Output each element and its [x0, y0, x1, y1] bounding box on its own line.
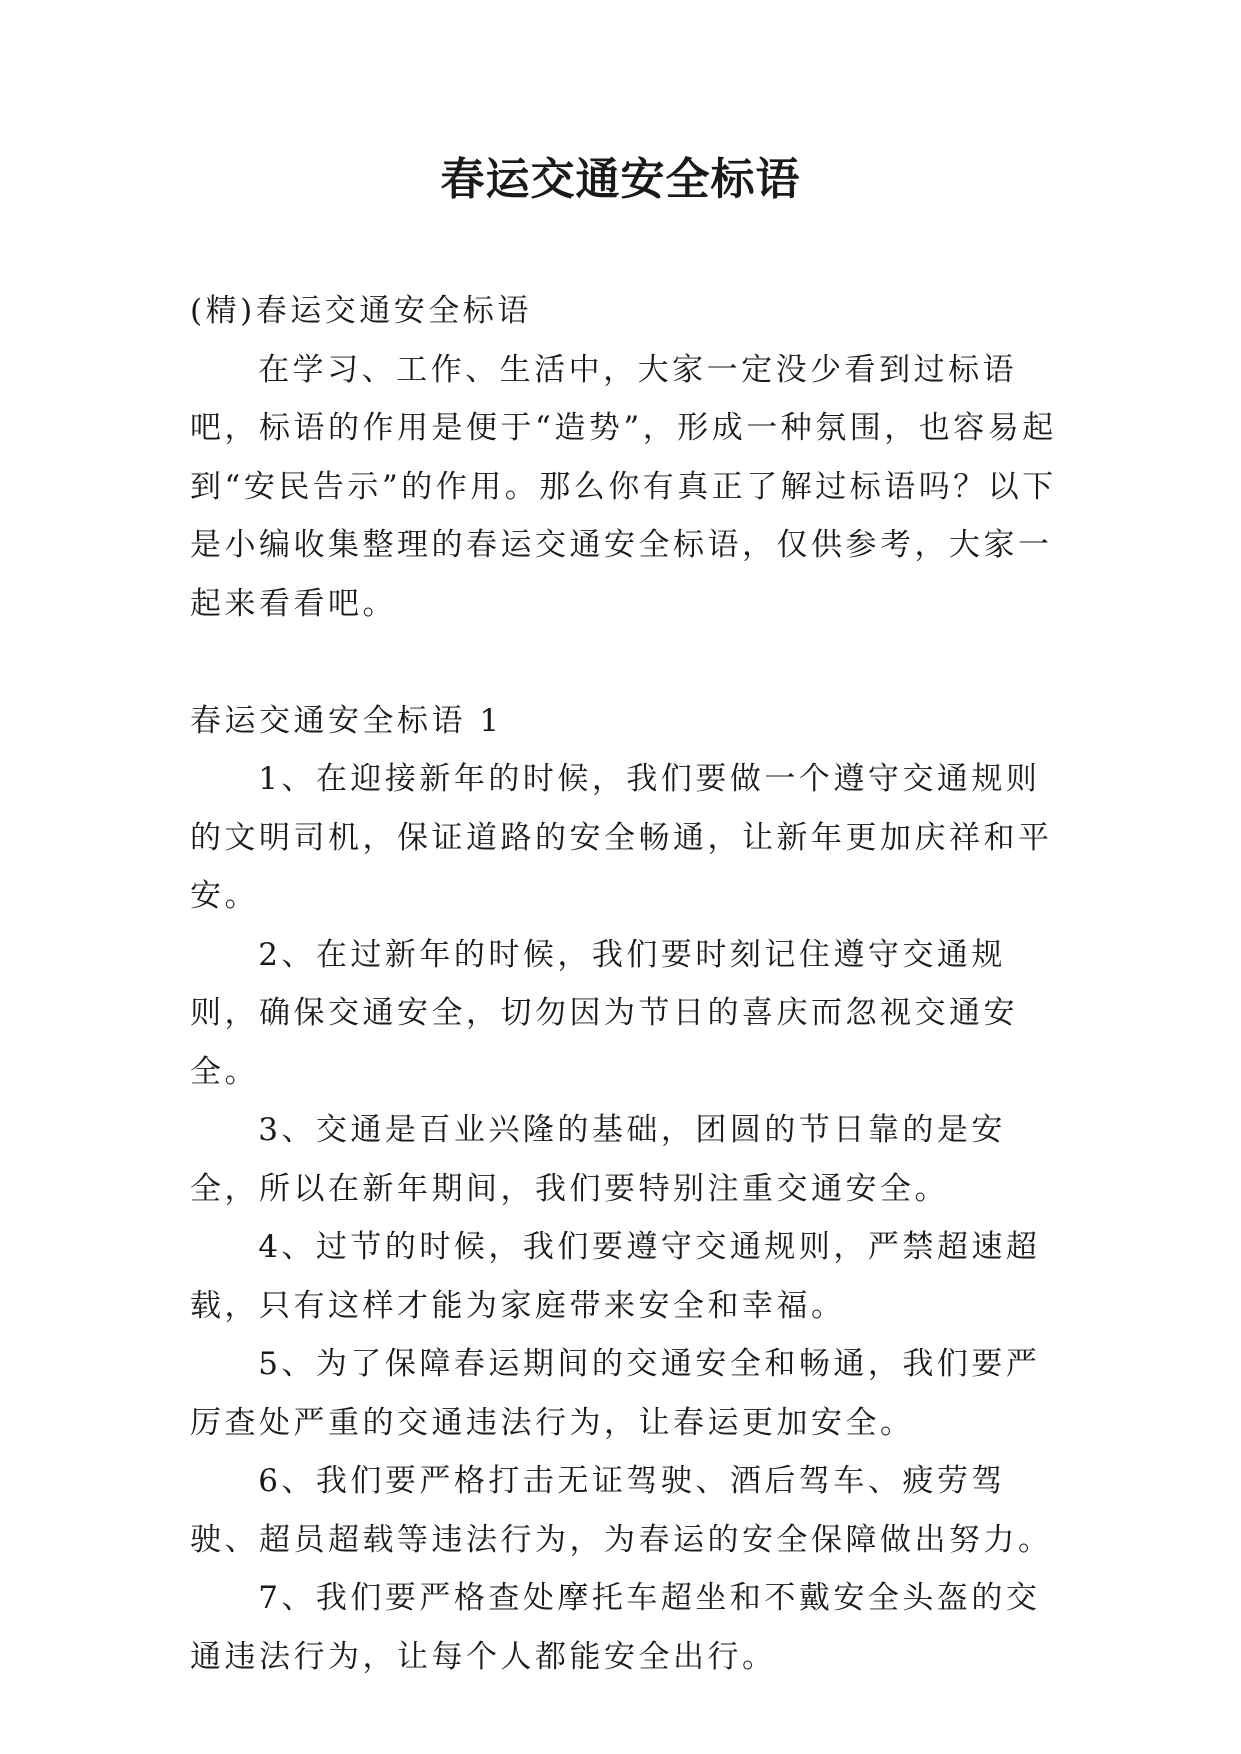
slogan-item: 2、在过新年的时候，我们要时刻记住遵守交通规则，确保交通安全，切勿因为节日的喜庆而忽视交通安全。 [190, 936, 1018, 1090]
slogan-item: 6、我们要严格打击无证驾驶、酒后驾车、疲劳驾驶、超员超载等违法行为，为春运的安全保障做出努力。 [190, 1463, 1053, 1558]
slogan-item: 7、我们要严格查处摩托车超坐和不戴安全头盔的交通违法行为，让每个人都能安全出行。 [190, 1580, 1041, 1675]
document-body [190, 282, 1060, 1686]
intro-heading: (精)春运交通安全标语 [190, 293, 532, 329]
paragraph-spacer [190, 633, 1060, 692]
document-title: 春运交通安全标语 [440, 154, 801, 205]
slogan-item: 3、交通是百业兴隆的基础，团圆的节日靠的是安全，所以在新年期间，我们要特别注重交通安全。 [190, 1112, 1006, 1207]
section-heading: 春运交通安全标语 1 [190, 702, 503, 739]
slogan-item: 1、在迎接新年的时候，我们要做一个遵守交通规则的文明司机，保证道路的安全畅通，让新年更加庆祥和平安。 [190, 761, 1053, 914]
slogan-item: 4、过节的时候，我们要遵守交通规则，严禁超速超载，只有这样才能为家庭带来安全和幸福。 [190, 1229, 1041, 1324]
slogan-item: 5、为了保障春运期间的交通安全和畅通，我们要严厉查处严重的交通违法行为，让春运更加安全。 [190, 1346, 1041, 1441]
intro-paragraph: 在学习、工作、生活中，大家一定没少看到过标语吧，标语的作用是便于“造势”，形成一种氛围，也容易起到“安民告示”的作用。那么你有真正了解过标语吗？以下是小编收集整理的春运交通安全标语，仅供参考，大家一起来看看吧。 [190, 351, 1057, 622]
